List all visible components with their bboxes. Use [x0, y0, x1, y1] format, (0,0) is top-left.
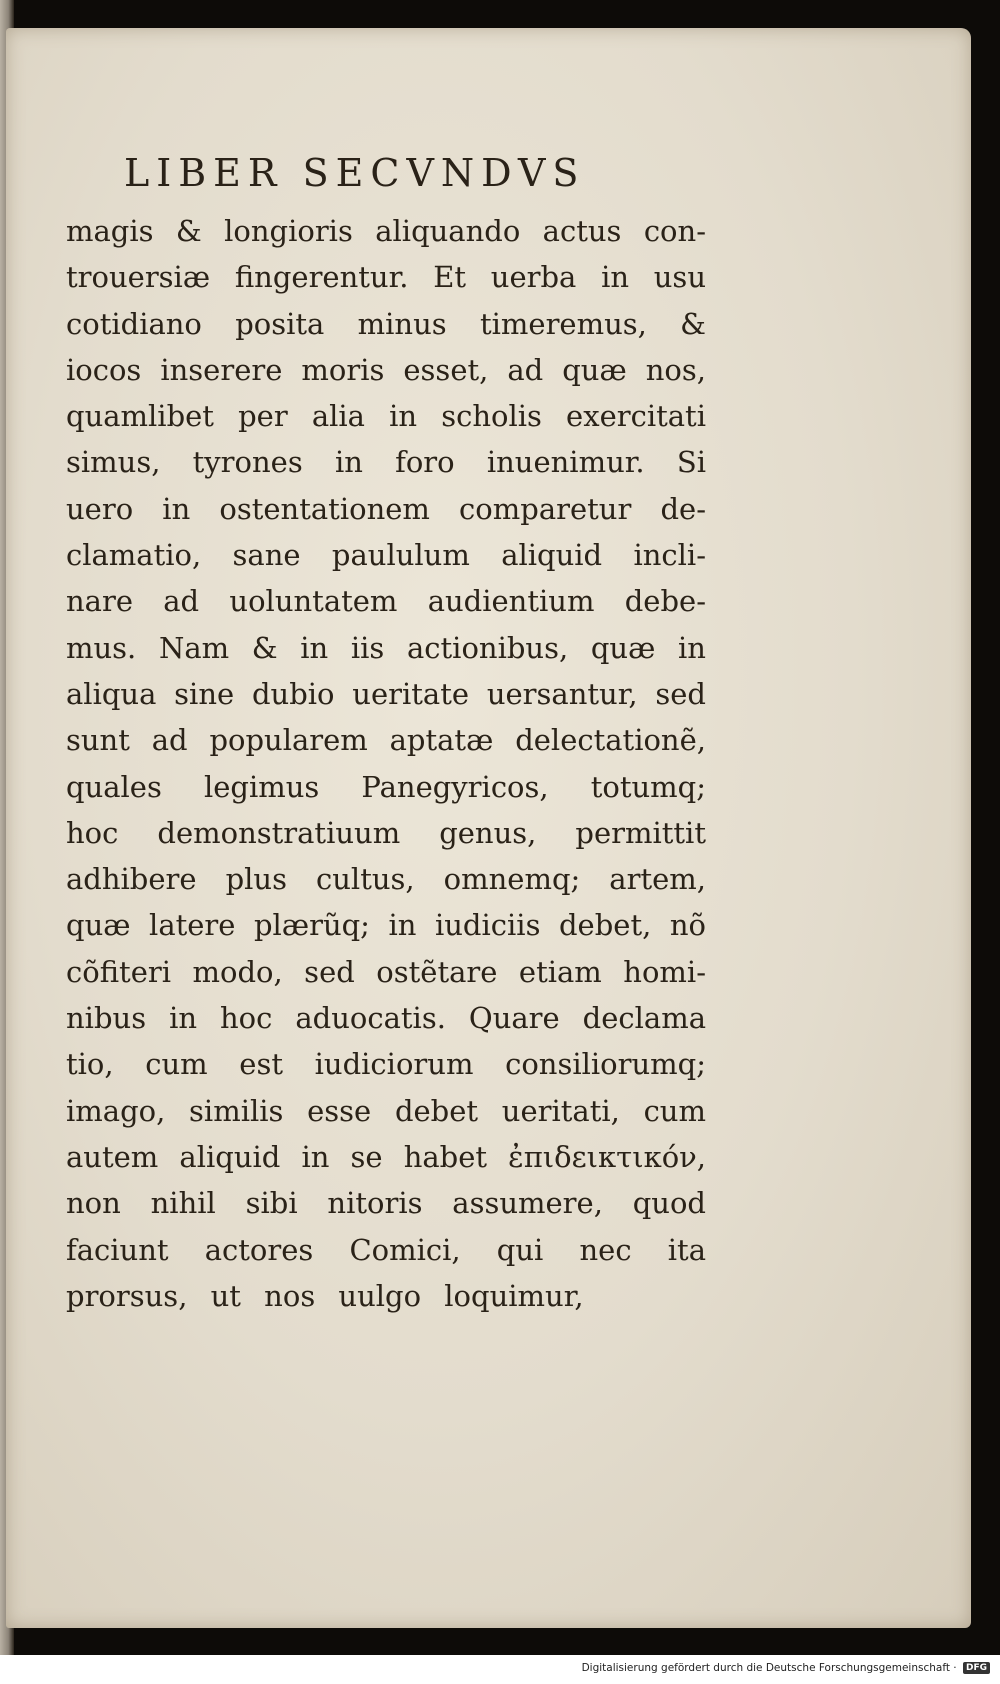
text-line: iocos inserere moris esset, ad quæ nos,	[66, 352, 706, 387]
text-line: imago, similis esse debet ueritati, cum	[66, 1093, 706, 1128]
text-line: autem aliquid in se habet ἐπιδεικτικόν,	[66, 1139, 706, 1174]
text-line: aliqua sine dubio ueritate uersantur, sed	[66, 676, 706, 711]
text-line: mus. Nam & in iis actionibus, quæ in	[66, 630, 706, 665]
text-line: nibus in hoc aduocatis. Quare declama	[66, 1001, 706, 1036]
text-line: tio, cum est iudiciorum consiliorumq;	[66, 1047, 706, 1082]
book-page	[6, 28, 971, 1628]
text-line: trouersiæ fingerentur. Et uerba in usu	[66, 260, 706, 295]
running-head: LIBER SECVNDVS	[124, 151, 586, 195]
credit-text: Digitalisierung gefördert durch die Deutsche Forschungsgemeinschaft ·	[581, 1662, 957, 1674]
text-line: sunt ad popularem aptatæ delectationẽ,	[66, 723, 706, 758]
text-line: nare ad uoluntatem audientium debe-	[66, 584, 706, 619]
digitization-credit	[582, 1662, 990, 1674]
text-line: cotidiano posita minus timeremus, &	[66, 306, 706, 341]
text-line: hoc demonstratiuum genus, permittit	[66, 815, 706, 850]
dfg-logo: DFG	[963, 1662, 990, 1674]
text-line: magis & longioris aliquando actus con-	[66, 214, 706, 248]
text-line: adhibere plus cultus, omnemq; artem,	[66, 862, 706, 897]
text-line: simus, tyrones in foro inuenimur. Si	[66, 445, 706, 480]
text-line: prorsus, ut nos uulgo loquimur,	[66, 1278, 584, 1313]
text-line: uero in ostentationem comparetur de-	[66, 491, 706, 526]
text-line: faciunt actores Comici, qui nec ita	[66, 1232, 706, 1267]
body-text	[66, 208, 706, 1319]
text-line: cõfiteri modo, sed ostẽtare etiam homi-	[66, 954, 706, 989]
text-line: quæ latere plærũq; in iudiciis debet, nõ	[66, 908, 706, 943]
text-block	[66, 150, 706, 1319]
text-line: non nihil sibi nitoris assumere, quod	[66, 1186, 706, 1221]
text-line: quales legimus Panegyricos, totumq;	[66, 769, 706, 804]
text-line: quamlibet per alia in scholis exercitati	[66, 399, 706, 434]
text-line: clamatio, sane paululum aliquid incli-	[66, 538, 706, 573]
